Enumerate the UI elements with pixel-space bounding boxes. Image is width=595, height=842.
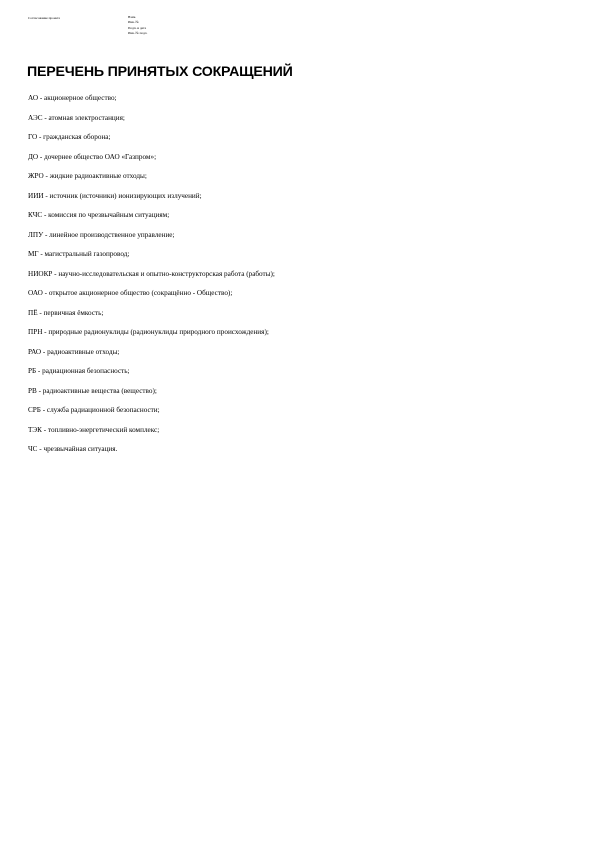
- header-stamp-left: Согласование проекта: [28, 16, 60, 20]
- abbreviation-item: ЧС - чрезвычайная ситуация.: [28, 445, 118, 453]
- abbreviation-item: ДО - дочернее общество ОАО «Газпром»;: [28, 152, 157, 161]
- stamp-line: Взам.: [128, 15, 137, 19]
- abbreviation-item: РБ - радиационная безопасность;: [28, 367, 130, 375]
- stamp-line: Инв. №: [128, 20, 139, 25]
- abbreviation-item: ИИИ - источник (источники) ионизирующих излучений;: [28, 191, 202, 200]
- stamp-line: Подп. и дата: [128, 25, 147, 30]
- abbreviation-item: РВ - радиоактивные вещества (вещество);: [28, 386, 157, 395]
- abbreviation-item: РАО - радиоактивные отходы;: [28, 347, 120, 356]
- abbreviation-item: ГО - гражданская оборона;: [28, 133, 111, 141]
- stamp-line: Инв. № подл.: [128, 30, 148, 35]
- abbreviation-item: АО - акционерное общество;: [28, 94, 117, 102]
- abbreviation-item: ЖРО - жидкие радиоактивные отходы;: [28, 172, 147, 180]
- abbreviation-item: НИОКР - научно-исследовательская и опытно-конструкторская работа (работы);: [28, 269, 275, 278]
- abbreviation-item: АЭС - атомная электростанция;: [28, 113, 125, 122]
- abbreviation-item: СРБ - служба радиационной безопасности;: [28, 406, 160, 414]
- abbreviation-item: ПРН - природные радионуклиды (радионуклиды природного происхождения);: [28, 328, 269, 336]
- abbreviation-item: ОАО - открытое акционерное общество (сокращённо - Общество);: [28, 289, 233, 297]
- abbreviation-item: МГ - магистральный газопровод;: [28, 250, 130, 258]
- abbreviation-item: ТЭК - топливно-энергетический комплекс;: [28, 425, 160, 434]
- abbreviation-item: КЧС - комиссия по чрезвычайным ситуациям;: [28, 211, 170, 219]
- page-title: ПЕРЕЧЕНЬ ПРИНЯТЫХ СОКРАЩЕНИЙ: [27, 64, 293, 80]
- abbreviation-item: ПЁ - первичная ёмкость;: [28, 308, 104, 317]
- abbreviation-item: ЛПУ - линейное производственное управление;: [28, 230, 175, 239]
- header-stamp-right: [128, 15, 147, 36]
- abbreviation-list: [28, 94, 275, 465]
